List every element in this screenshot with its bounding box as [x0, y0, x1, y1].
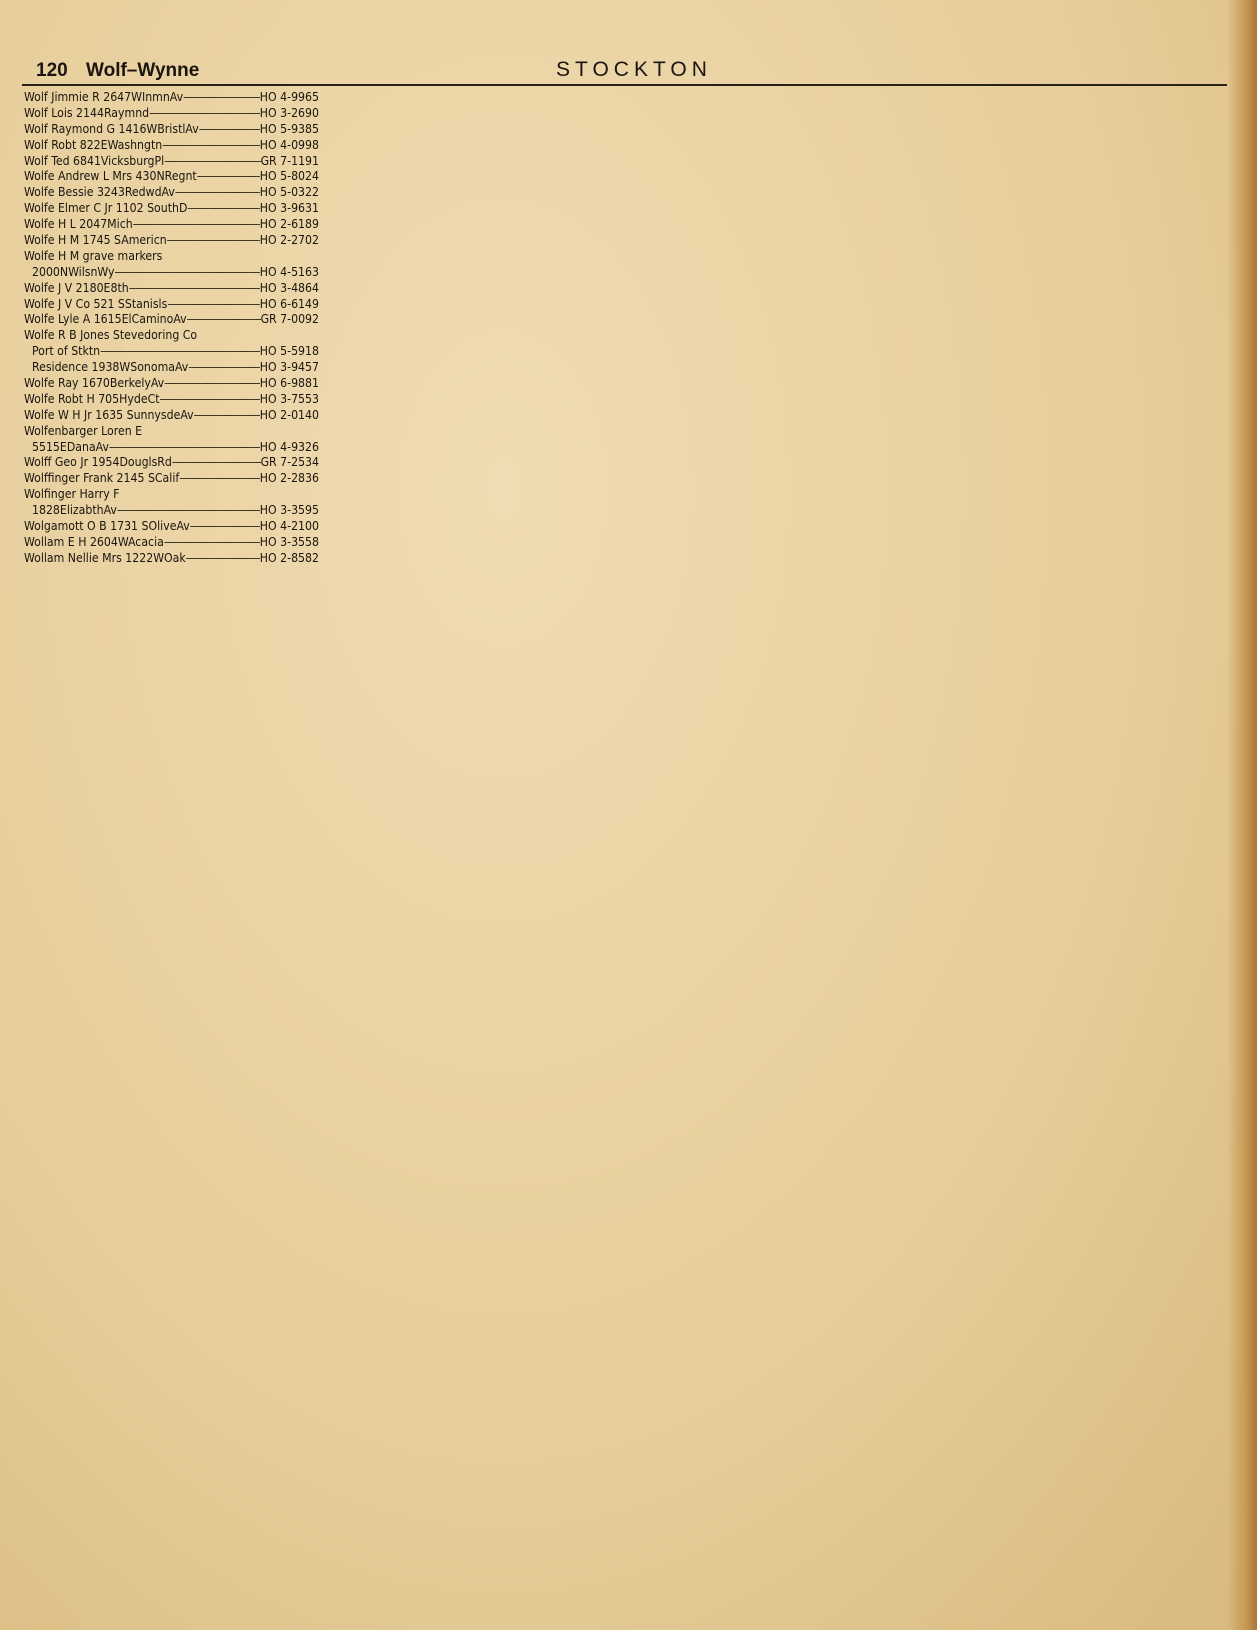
- list-item: [24, 455, 319, 471]
- listing-phone: HO 3-3558: [259, 534, 319, 549]
- listing-phone: HO 5-5918: [259, 344, 319, 359]
- leader-dots: [117, 503, 260, 519]
- listing-phone: HO 2-2702: [259, 233, 319, 248]
- leader-dots: [190, 519, 260, 535]
- leader-dots: [199, 122, 260, 138]
- listing-name: Wolfe Bessie 3243RedwdAv: [24, 185, 175, 200]
- list-item: [24, 312, 319, 328]
- leader-dots: [167, 233, 260, 249]
- leader-dots: [187, 312, 261, 328]
- list-item: [24, 169, 319, 185]
- leader-dots: [162, 138, 260, 154]
- listing-name: Wolfe Lyle A 1615ElCaminoAv: [24, 312, 187, 327]
- leader-dots: [175, 185, 260, 201]
- listing-name: Wolfe W H Jr 1635 SunnysdeAv: [24, 407, 194, 422]
- listing-phone: HO 5-9385: [259, 121, 319, 136]
- listing-name: Wolfenbarger Loren E: [24, 423, 143, 438]
- listing-phone: HO 2-6189: [259, 217, 319, 232]
- listing-name: 2000NWilsnWy: [32, 264, 115, 279]
- page-title: STOCKTON: [556, 58, 712, 81]
- leader-dots: [133, 217, 260, 233]
- page-edge-shadow: [1227, 0, 1257, 1630]
- leader-dots: [197, 169, 260, 185]
- leader-dots: [172, 455, 261, 471]
- list-item: [24, 440, 319, 456]
- page-number: 120: [36, 60, 68, 81]
- listing-phone: GR 7-0092: [260, 312, 319, 327]
- listing-name: Wolfe H M grave markers: [24, 248, 163, 263]
- list-item: [24, 297, 319, 313]
- listing-name: Wolfe H M 1745 SAmericn: [24, 233, 167, 248]
- listing-phone: HO 5-8024: [259, 169, 319, 184]
- list-item: [24, 535, 319, 551]
- listing-name: Wolfe J V Co 521 SStanisls: [24, 296, 168, 311]
- list-item: [24, 344, 319, 360]
- listing-phone: HO 3-3595: [259, 503, 319, 518]
- leader-dots: [129, 281, 260, 297]
- listing-name: Wolf Ted 6841VicksburgPl: [24, 153, 165, 168]
- leader-dots: [187, 201, 259, 217]
- leader-dots: [197, 328, 319, 344]
- listing-phone: GR 7-1191: [260, 153, 319, 168]
- leader-dots: [149, 106, 260, 122]
- leader-dots: [167, 297, 259, 313]
- list-item: [24, 519, 319, 535]
- listing-name: Port of Stktn: [32, 344, 101, 359]
- listing-phone: HO 6-6149: [259, 296, 319, 311]
- list-item: [24, 233, 319, 249]
- leader-dots: [164, 376, 260, 392]
- listing-phone: HO 3-7553: [259, 391, 319, 406]
- leader-dots: [160, 392, 260, 408]
- listing-phone: HO 3-9631: [259, 201, 319, 216]
- list-item: [24, 328, 319, 344]
- list-item: [24, 217, 319, 233]
- list-item: [24, 392, 319, 408]
- list-item: [24, 376, 319, 392]
- listing-name: Residence 1938WSonomaAv: [32, 360, 189, 375]
- list-item: [24, 185, 319, 201]
- listing-name: Wolf Lois 2144Raymnd: [24, 105, 150, 120]
- listing-name: Wolgamott O B 1731 SOliveAv: [24, 519, 190, 534]
- list-item: [24, 138, 319, 154]
- leader-dots: [194, 408, 260, 424]
- listing-name: Wollam Nellie Mrs 1222WOak: [24, 550, 186, 565]
- listing-name: Wolff Geo Jr 1954DouglsRd: [24, 455, 172, 470]
- listing-phone: HO 3-9457: [259, 360, 319, 375]
- leader-dots: [179, 471, 260, 487]
- listing-name: Wolf Jimmie R 2647WInmnAv: [24, 90, 184, 104]
- page-header: [36, 58, 1226, 84]
- leader-dots: [162, 249, 319, 265]
- listing-phone: HO 2-0140: [259, 407, 319, 422]
- listing-phone: HO 4-0998: [259, 137, 319, 152]
- leader-dots: [100, 344, 260, 360]
- leader-dots: [183, 90, 260, 106]
- leader-dots: [164, 154, 260, 170]
- list-item: [24, 408, 319, 424]
- list-item: [24, 90, 319, 106]
- listing-phone: GR 7-2534: [260, 455, 319, 470]
- leader-dots: [115, 265, 260, 281]
- listing-name: 5515EDanaAv: [32, 439, 109, 454]
- listing-name: Wolfe J V 2180E8th: [24, 280, 129, 295]
- listing-phone: HO 3-2690: [259, 105, 319, 120]
- listing-phone: HO 5-0322: [259, 185, 319, 200]
- list-item: [24, 106, 319, 122]
- listing-phone: HO 3-4864: [259, 280, 319, 295]
- listing-name: Wolfe H L 2047Mich: [24, 217, 133, 232]
- listing-name: Wolfe Ray 1670BerkelyAv: [24, 376, 165, 391]
- listing-name: 1828ElizabthAv: [32, 503, 117, 518]
- list-item: [24, 471, 319, 487]
- page-range: Wolf–Wynne: [86, 60, 200, 81]
- listing-name: Wollam E H 2604WAcacia: [24, 534, 164, 549]
- list-item: [24, 360, 319, 376]
- list-item: [24, 503, 319, 519]
- listing-name: Wolffinger Frank 2145 SCalif: [24, 471, 180, 486]
- listing-name: Wolfe Andrew L Mrs 430NRegnt: [24, 169, 197, 184]
- leader-dots: [142, 424, 319, 440]
- list-item: [24, 281, 319, 297]
- listing-phone: HO 6-9881: [259, 376, 319, 391]
- listing-name: Wolf Robt 822EWashngtn: [24, 137, 163, 152]
- listing-phone: HO 4-9965: [259, 90, 319, 104]
- list-item: [24, 201, 319, 217]
- listing-name: Wolfe Robt H 705HydeCt: [24, 391, 160, 406]
- list-item: [24, 154, 319, 170]
- list-item: [24, 487, 319, 503]
- listing-name: Wolfinger Harry F: [24, 487, 120, 502]
- listing-name: Wolfe Elmer C Jr 1102 SouthD: [24, 201, 188, 216]
- column-1: [24, 90, 319, 567]
- listing-phone: HO 2-2836: [259, 471, 319, 486]
- list-item: [24, 424, 319, 440]
- list-item: [24, 551, 319, 567]
- header-rule: [22, 84, 1227, 86]
- listing-name: Wolf Raymond G 1416WBristlAv: [24, 121, 199, 136]
- list-item: [24, 265, 319, 281]
- leader-dots: [188, 360, 260, 376]
- listing-phone: HO 4-9326: [259, 439, 319, 454]
- list-item: [24, 249, 319, 265]
- listing-phone: HO 4-5163: [259, 264, 319, 279]
- leader-dots: [186, 551, 260, 567]
- listing-phone: HO 4-2100: [259, 519, 319, 534]
- listing-phone: HO 2-8582: [259, 550, 319, 565]
- leader-dots: [164, 535, 260, 551]
- leader-dots: [109, 440, 260, 456]
- listing-name: Wolfe R B Jones Stevedoring Co: [24, 328, 198, 343]
- leader-dots: [119, 487, 319, 503]
- list-item: [24, 122, 319, 138]
